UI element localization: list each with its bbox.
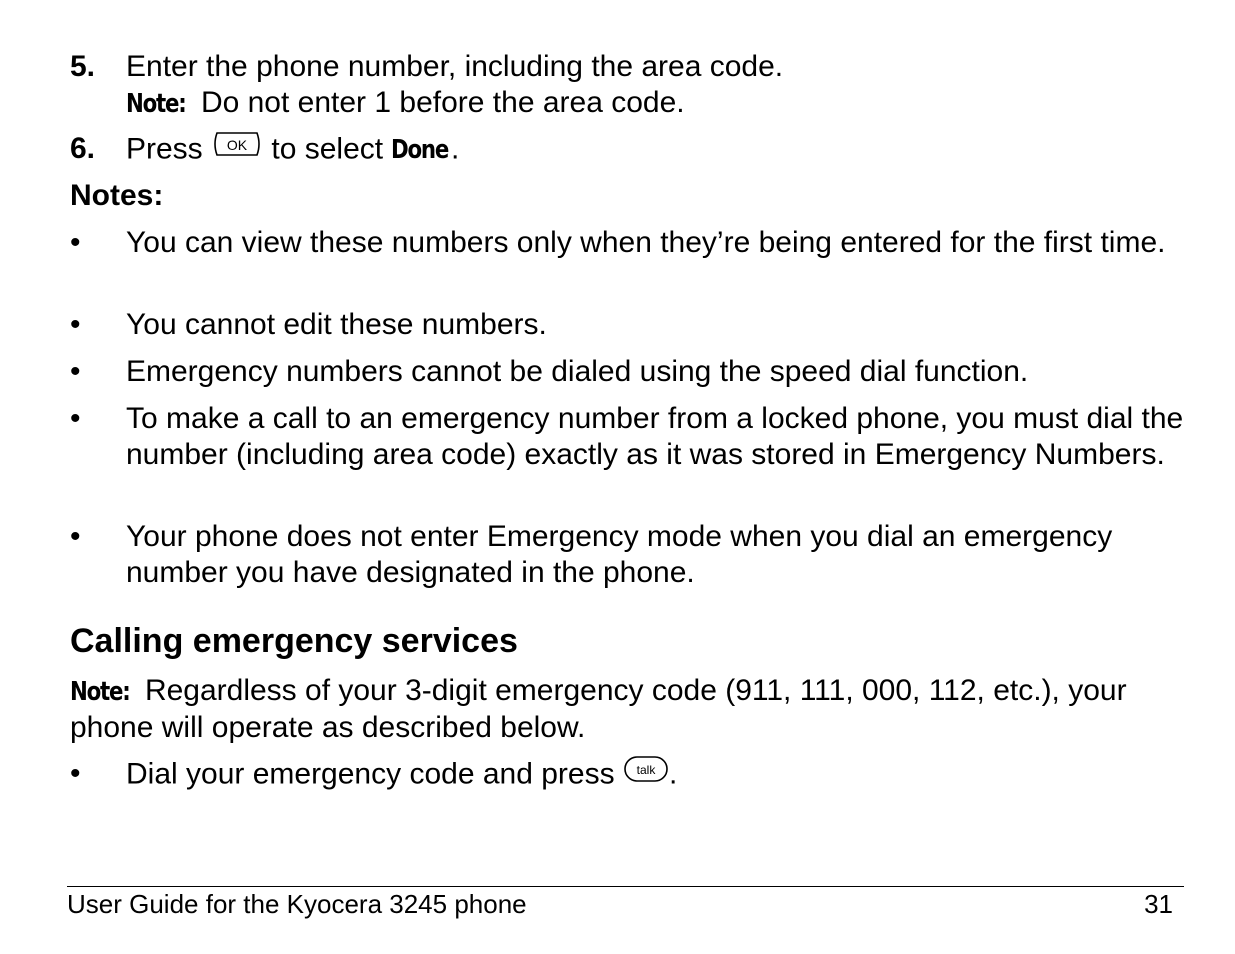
bullet-dot: •	[70, 757, 81, 790]
step-text-before: Press	[126, 132, 203, 166]
footer-title: User Guide for the Kyocera 3245 phone	[67, 889, 527, 919]
bullet-text	[126, 756, 1186, 795]
note-text: Regardless of your 3-digit emergency code (911, 111, 000, 112, etc.), your phone will operate as described below.	[70, 674, 1127, 744]
note-label: Note:	[70, 677, 130, 707]
bullet-text: Emergency numbers cannot be dialed using the speed dial function.	[126, 355, 1029, 388]
svg-text:talk: talk	[636, 763, 656, 777]
svg-text:OK: OK	[226, 137, 248, 153]
step-text: Enter the phone number, including the area code.	[126, 50, 784, 83]
step-text-after: to select	[271, 132, 384, 166]
notes-heading: Notes:	[70, 179, 164, 212]
bullet-text: Your phone does not enter Emergency mode when you dial an emergency number you have designated in the phone.	[126, 520, 1113, 589]
note-text: Do not enter 1 before the area code.	[200, 86, 685, 119]
bullet-text: To make a call to an emergency number from a locked phone, you must dial the number (including area code) exactly as it was stored in Emergency Numbers.	[126, 402, 1184, 471]
bullet-dot: •	[70, 226, 81, 259]
section-heading: Calling emergency services	[70, 622, 518, 660]
note-label: Note:	[126, 89, 186, 119]
bullet-text-before: Dial your emergency code and press	[126, 757, 615, 791]
step-number: 5.	[70, 50, 96, 83]
bullet-dot: •	[70, 402, 81, 435]
bullet-text: You cannot edit these numbers.	[126, 308, 547, 341]
step-note	[126, 85, 1176, 122]
talk-key-icon	[623, 754, 669, 793]
footer-rule	[67, 886, 1184, 887]
bullet-dot: •	[70, 308, 81, 341]
section-note	[70, 673, 1180, 746]
bullet-text: You can view these numbers only when they’re being entered for the first time.	[126, 226, 1166, 259]
ok-key-icon	[211, 129, 263, 168]
page-number: 31	[1144, 889, 1173, 919]
step-text-end: .	[451, 132, 460, 166]
done-label: Done	[391, 135, 449, 166]
bullet-dot: •	[70, 355, 81, 388]
bullet-dot: •	[70, 520, 81, 553]
bullet-text-end: .	[668, 757, 678, 791]
step-number: 6.	[70, 132, 96, 165]
